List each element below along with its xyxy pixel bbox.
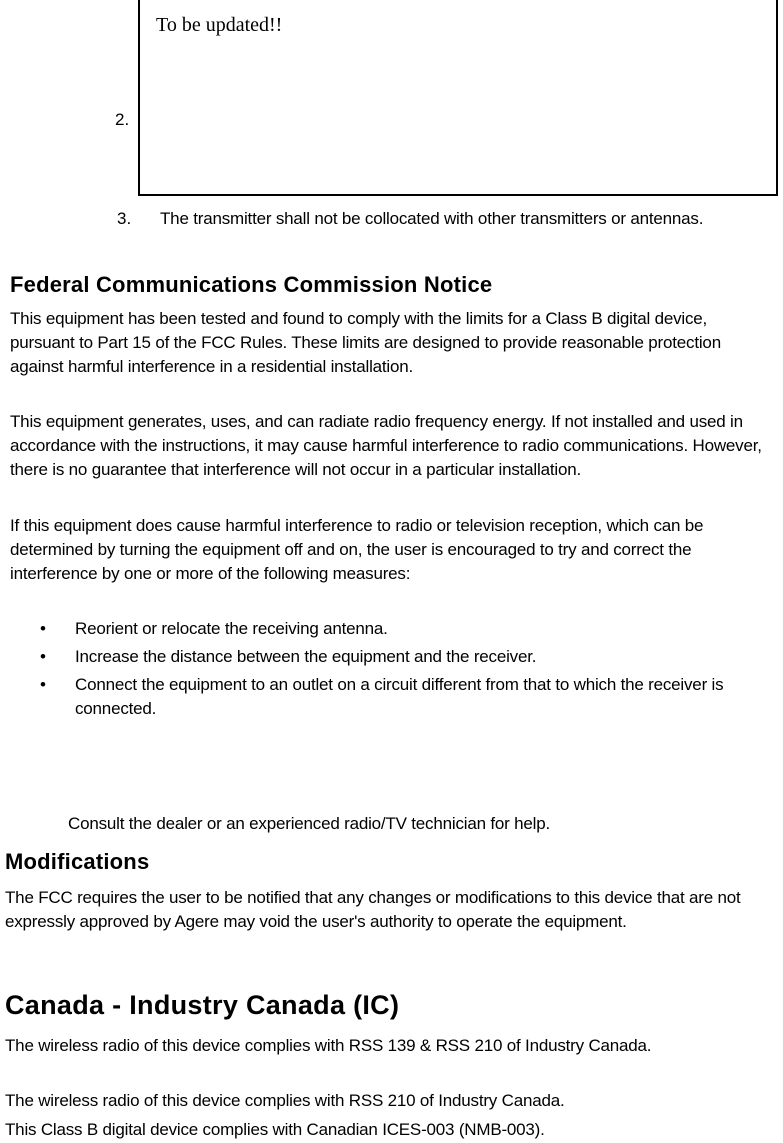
modifications-heading: Modifications: [5, 849, 150, 874]
canada-paragraph-3: This Class B digital device complies with Canadian ICES-003 (NMB-003).: [5, 1120, 545, 1139]
list-item-number-2: 2.: [115, 110, 130, 129]
fcc-heading: Federal Communications Commission Notice: [10, 272, 493, 297]
measure-text: Connect the equipment to an outlet on a circuit different from that to which the receiver is connected.: [75, 675, 724, 718]
list-item: [40, 673, 770, 721]
list-item-text-3: The transmitter shall not be collocated with other transmitters or antennas.: [160, 209, 704, 228]
list-item: [40, 617, 770, 641]
bullet-icon: •: [40, 647, 46, 666]
fcc-measures-list: [40, 617, 770, 725]
bullet-icon: •: [40, 675, 46, 694]
measure-text: Increase the distance between the equipment and the receiver.: [75, 647, 537, 666]
list-item: [40, 645, 770, 669]
fcc-paragraph-3: If this equipment does cause harmful interference to radio or television reception, which can be determined by turning the equipment off and on, the user is encouraged to try and correct the interference by one or more of the following measures:: [10, 516, 704, 583]
update-note-text: To be updated!!: [156, 14, 283, 36]
canada-heading: Canada - Industry Canada (IC): [5, 990, 400, 1020]
measure-text: Reorient or relocate the receiving antenna.: [75, 619, 388, 638]
fcc-consult-text: Consult the dealer or an experienced radio/TV technician for help.: [68, 814, 550, 833]
bullet-icon: •: [40, 619, 46, 638]
canada-paragraph-1: The wireless radio of this device complies with RSS 139 & RSS 210 of Industry Canada.: [5, 1036, 652, 1055]
update-note-box: [138, 0, 778, 196]
canada-paragraph-2: The wireless radio of this device complies with RSS 210 of Industry Canada.: [5, 1091, 565, 1110]
fcc-paragraph-1: This equipment has been tested and found to comply with the limits for a Class B digital device, pursuant to Part 15 of the FCC Rules. These limits are designed to provide reasonable protection against harmful interference in a residential installation.: [10, 309, 721, 376]
fcc-paragraph-2: This equipment generates, uses, and can radiate radio frequency energy. If not installed and used in accordance with the instructions, it may cause harmful interference to radio communications. However, there is no guarantee that interference will not occur in a particular installation.: [10, 412, 762, 479]
modifications-paragraph: The FCC requires the user to be notified that any changes or modifications to this device that are not expressly approved by Agere may void the user's authority to operate the equipment.: [5, 888, 741, 931]
list-item-number-3: 3.: [117, 209, 132, 228]
